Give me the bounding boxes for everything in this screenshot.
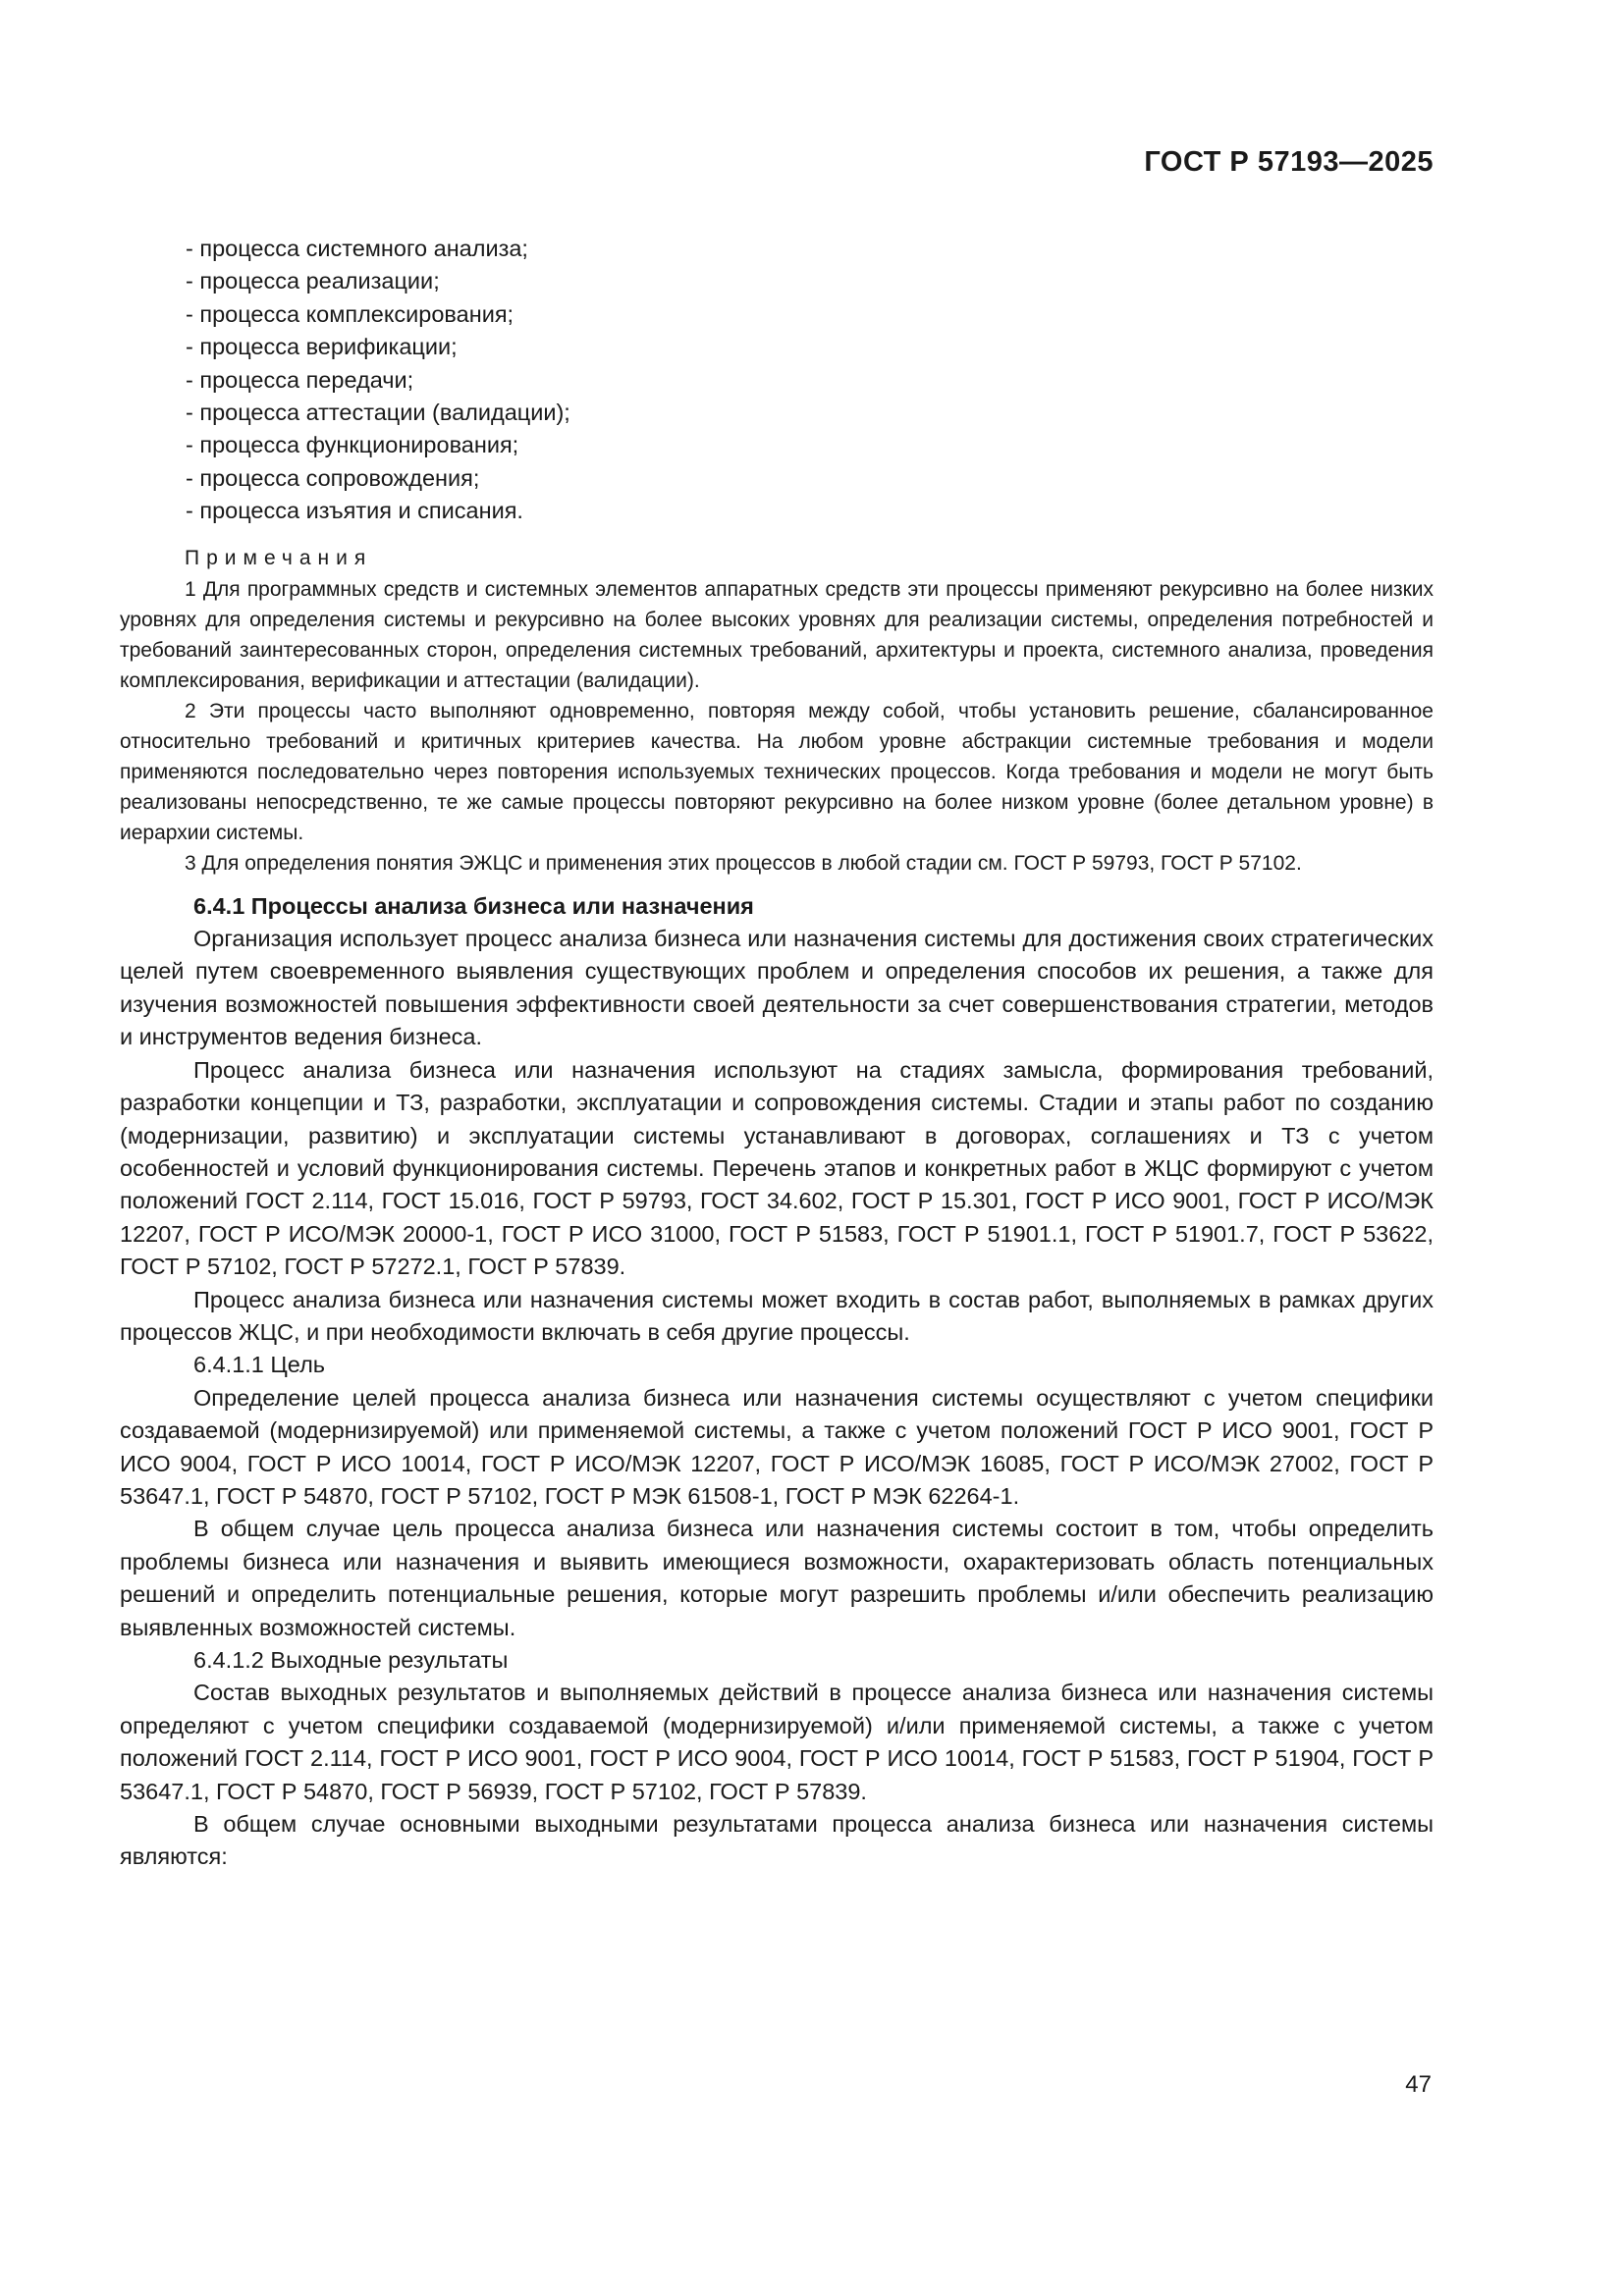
notes-title: Примечания — [185, 546, 373, 569]
note-item: 1 Для программных средств и системных элементов аппаратных средств эти процессы применяют рекурсивно на более низких уровнях для определения системы и рекурсивно на более высоких уровнях для реализации системы, определения потребностей и требований заинтересованных сторон, определения системных требований, архитектуры и проекта, системного анализа, проведения комплексирования, верификации и аттестации (валидации). — [120, 577, 1434, 692]
note-item: 3 Для определения понятия ЭЖЦС и применения этих процессов в любой стадии см. ГОСТ Р 59793, ГОСТ Р 57102. — [185, 851, 1302, 875]
page-number: 47 — [1405, 2071, 1432, 2098]
paragraph: Состав выходных результатов и выполняемых действий в процессе анализа бизнеса или назначения системы определяют с учетом специфики создаваемой (модернизируемой) и/или применяемой системы, а также с учетом положений ГОСТ 2.114, ГОСТ Р ИСО 9001, ГОСТ Р ИСО 9004, ГОСТ Р ИСО 10014, ГОСТ Р 51583, ГОСТ Р 51904, ГОСТ Р 53647.1, ГОСТ Р 54870, ГОСТ Р 56939, ГОСТ Р 57102, ГОСТ Р 57839. — [120, 1680, 1434, 1804]
section-heading-6-4-1: 6.4.1 Процессы анализа бизнеса или назначения — [193, 892, 754, 919]
paragraph: В общем случае основными выходными результатами процесса анализа бизнеса или назначения системы являются: — [120, 1811, 1434, 1870]
paragraph: В общем случае цель процесса анализа бизнеса или назначения системы состоит в том, чтобы определить проблемы бизнеса или назначения и выявить имеющиеся возможности, охарактеризовать область потенциальных решений и определить потенциальные решения, которые могут разрешить проблемы и/или обеспечить реализацию выявленных возможностей системы. — [120, 1516, 1434, 1640]
running-header: ГОСТ Р 57193—2025 — [1144, 146, 1434, 178]
list-item: - процесса аттестации (валидации); — [186, 400, 570, 426]
list-item: - процесса комплексирования; — [186, 300, 514, 327]
paragraph: Организация использует процесс анализа бизнеса или назначения системы для достижения своих стратегических целей путем своевременного выявления существующих проблем и определения способов их решения, а также для изучения возможностей повышения эффективности своей деятельности за счет совершенствования стратегии, методов и инструментов ведения бизнеса. — [120, 926, 1434, 1050]
subsection-heading-6-4-1-1: 6.4.1.1 Цель — [193, 1352, 326, 1378]
list-item: - процесса системного анализа; — [186, 236, 528, 261]
paragraph: Процесс анализа бизнеса или назначения используют на стадиях замысла, формирования требований, разработки концепции и ТЗ, разработки, эксплуатации и сопровождения системы. Стадии и этапы работ по созданию (модернизации, развитию) и эксплуатации системы устанавливают в договорах, соглашениях и ТЗ с учетом особенностей и условий функционирования системы. Перечень этапов и конкретных работ в ЖЦС формируют с учетом положений ГОСТ 2.114, ГОСТ 15.016, ГОСТ Р 59793, ГОСТ 34.602, ГОСТ Р 15.301, ГОСТ Р ИСО 9001, ГОСТ Р ИСО/МЭК 12207, ГОСТ Р ИСО/МЭК 20000-1, ГОСТ Р ИСО 31000, ГОСТ Р 51583, ГОСТ Р 51901.1, ГОСТ Р 51901.7, ГОСТ Р 53622, ГОСТ Р 57102, ГОСТ Р 57272.1, ГОСТ Р 57839. — [120, 1056, 1434, 1280]
list-item: - процесса сопровождения; — [186, 464, 480, 491]
list-item: - процесса передачи; — [186, 366, 414, 393]
list-item: - процесса функционирования; — [186, 432, 519, 458]
note-item: 2 Эти процессы часто выполняют одновременно, повторяя между собой, чтобы установить решение, сбалансированное относительно требований и критичных критериев качества. На любом уровне абстракции системные требования и модели применяются последовательно через повторения используемых технических процессов. Когда требования и модели не могут быть реализованы непосредственно, те же самые процессы повторяют рекурсивно на более низком уровне (более детальном уровне) в иерархии системы. — [120, 699, 1434, 844]
paragraph: Определение целей процесса анализа бизнеса или назначения системы осуществляют с учетом специфики создаваемой (модернизируемой) или применяемой системы, а также с учетом положений ГОСТ Р ИСО 9001, ГОСТ Р ИСО 9004, ГОСТ Р ИСО 10014, ГОСТ Р ИСО/МЭК 12207, ГОСТ Р ИСО/МЭК 16085, ГОСТ Р ИСО/МЭК 27002, ГОСТ Р 53647.1, ГОСТ Р 54870, ГОСТ Р 57102, ГОСТ Р МЭК 61508-1, ГОСТ Р МЭК 62264-1. — [120, 1384, 1434, 1509]
list-item: - процесса реализации; — [186, 268, 440, 294]
list-item: - процесса изъятия и списания. — [186, 498, 523, 524]
process-list — [120, 233, 1434, 528]
notes-block — [120, 542, 1434, 879]
list-item: - процесса верификации; — [186, 334, 458, 360]
paragraph: Процесс анализа бизнеса или назначения системы может входить в состав работ, выполняемых в рамках других процессов ЖЦС, и при необходимости включать в себя другие процессы. — [120, 1286, 1434, 1345]
subsection-heading-6-4-1-2: 6.4.1.2 Выходные результаты — [193, 1647, 509, 1673]
